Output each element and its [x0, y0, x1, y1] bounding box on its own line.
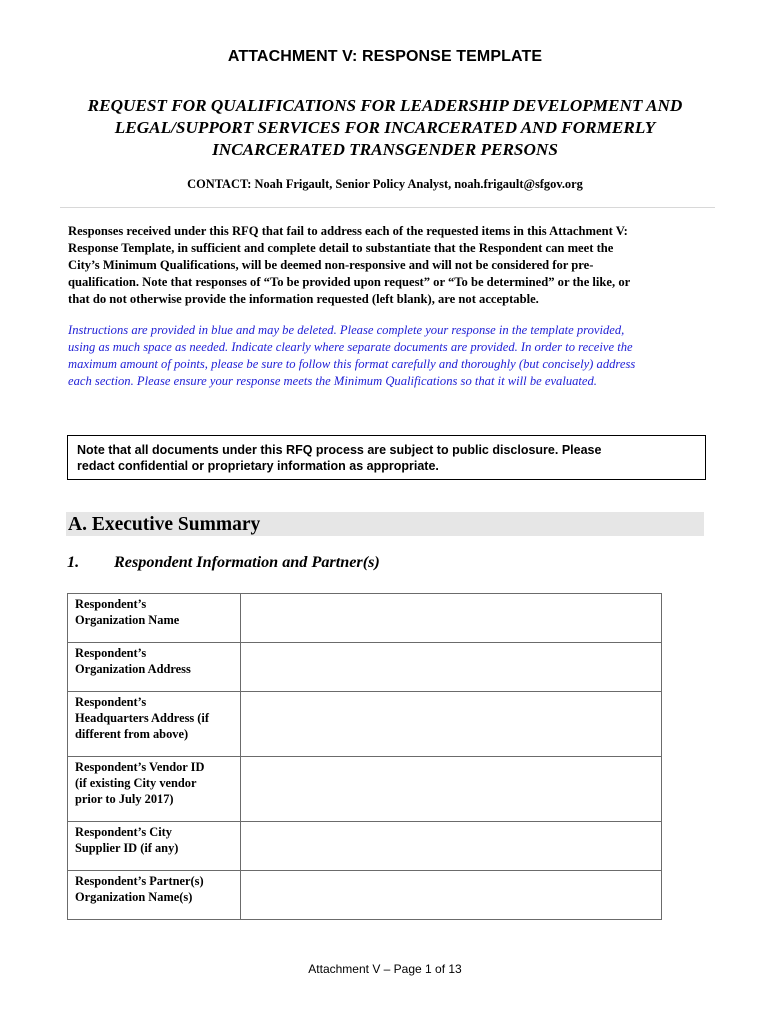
row-label: [68, 871, 241, 920]
label-line: Organization Address: [75, 662, 191, 677]
label-line: Headquarters Address (if: [75, 711, 210, 726]
rfq-title: [60, 95, 710, 161]
instructions-paragraph: [68, 322, 708, 390]
city-supplier-id-field[interactable]: [241, 822, 662, 871]
respondent-info-table: [67, 593, 662, 920]
disclosure-notice-box: [67, 435, 706, 480]
label-line: Supplier ID (if any): [75, 841, 179, 856]
section-title: A. Executive Summary: [68, 514, 261, 535]
contact-line: CONTACT: Noah Frigault, Senior Policy Analyst, noah.frigault@sfgov.org: [187, 177, 583, 191]
responses-line: Responses received under this RFQ that fail to address each of the requested items in this Attachment V:: [68, 224, 628, 238]
table-row: [68, 822, 662, 871]
label-line: Respondent’s: [75, 597, 147, 611]
table-row: [68, 594, 662, 643]
subsection-title: Respondent Information and Partner(s): [114, 553, 380, 571]
label-line: prior to July 2017): [75, 792, 174, 807]
table-row: [68, 643, 662, 692]
row-label: [68, 692, 241, 757]
notice-line: redact confidential or proprietary information as appropriate.: [77, 459, 439, 473]
rfq-title-line: REQUEST FOR QUALIFICATIONS FOR LEADERSHIP DEVELOPMENT AND: [87, 96, 683, 115]
responses-line: that do not otherwise provide the information requested (left blank), are not acceptable.: [68, 292, 539, 306]
rfq-title-line: LEGAL/SUPPORT SERVICES FOR INCARCERATED AND FORMERLY: [114, 118, 656, 137]
label-line: Respondent’s Vendor ID: [75, 760, 205, 774]
organization-address-field[interactable]: [241, 643, 662, 692]
headquarters-address-field[interactable]: [241, 692, 662, 757]
organization-name-field[interactable]: [241, 594, 662, 643]
rfq-title-line: INCARCERATED TRANSGENDER PERSONS: [212, 140, 558, 159]
label-line: Respondent’s City: [75, 825, 172, 839]
attachment-title: ATTACHMENT V: RESPONSE TEMPLATE: [227, 48, 543, 65]
responses-line: qualification. Note that responses of “To be provided upon request” or “To be determined” or the like, or: [68, 275, 631, 289]
label-line: Respondent’s: [75, 646, 147, 660]
label-line: Organization Name: [75, 613, 180, 628]
table-row: [68, 871, 662, 920]
instructions-line: maximum amount of points, please be sure to follow this format carefully and thoroughly (but concisely) address: [68, 357, 636, 371]
row-label: [68, 757, 241, 822]
row-label: [68, 822, 241, 871]
label-line: Respondent’s Partner(s): [75, 874, 204, 888]
instructions-line: using as much space as needed. Indicate clearly where separate documents are provided. In order to receive the: [68, 340, 633, 354]
row-label: [68, 643, 241, 692]
instructions-line: Instructions are provided in blue and may be deleted. Please complete your response in the template provided,: [68, 323, 625, 337]
subsection-number: 1.: [67, 553, 80, 571]
partner-organization-names-field[interactable]: [241, 871, 662, 920]
label-line: different from above): [75, 727, 189, 742]
table-row: [68, 692, 662, 757]
responses-line: Response Template, in sufficient and complete detail to substantiate that the Respondent can meet the: [68, 241, 614, 255]
responses-paragraph: [68, 223, 708, 308]
label-line: Respondent’s: [75, 695, 147, 709]
responses-line: City’s Minimum Qualifications, will be deemed non-responsive and will not be considered for pre-: [68, 258, 594, 272]
vendor-id-field[interactable]: [241, 757, 662, 822]
instructions-line: each section. Please ensure your response meets the Minimum Qualifications so that it will be evaluated.: [68, 374, 597, 388]
label-line: (if existing City vendor: [75, 776, 197, 791]
row-label: [68, 594, 241, 643]
divider: [60, 207, 715, 208]
table-row: [68, 757, 662, 822]
label-line: Organization Name(s): [75, 890, 193, 905]
notice-line: Note that all documents under this RFQ process are subject to public disclosure. Please: [77, 443, 602, 457]
page-footer: Attachment V – Page 1 of 13: [308, 962, 462, 976]
